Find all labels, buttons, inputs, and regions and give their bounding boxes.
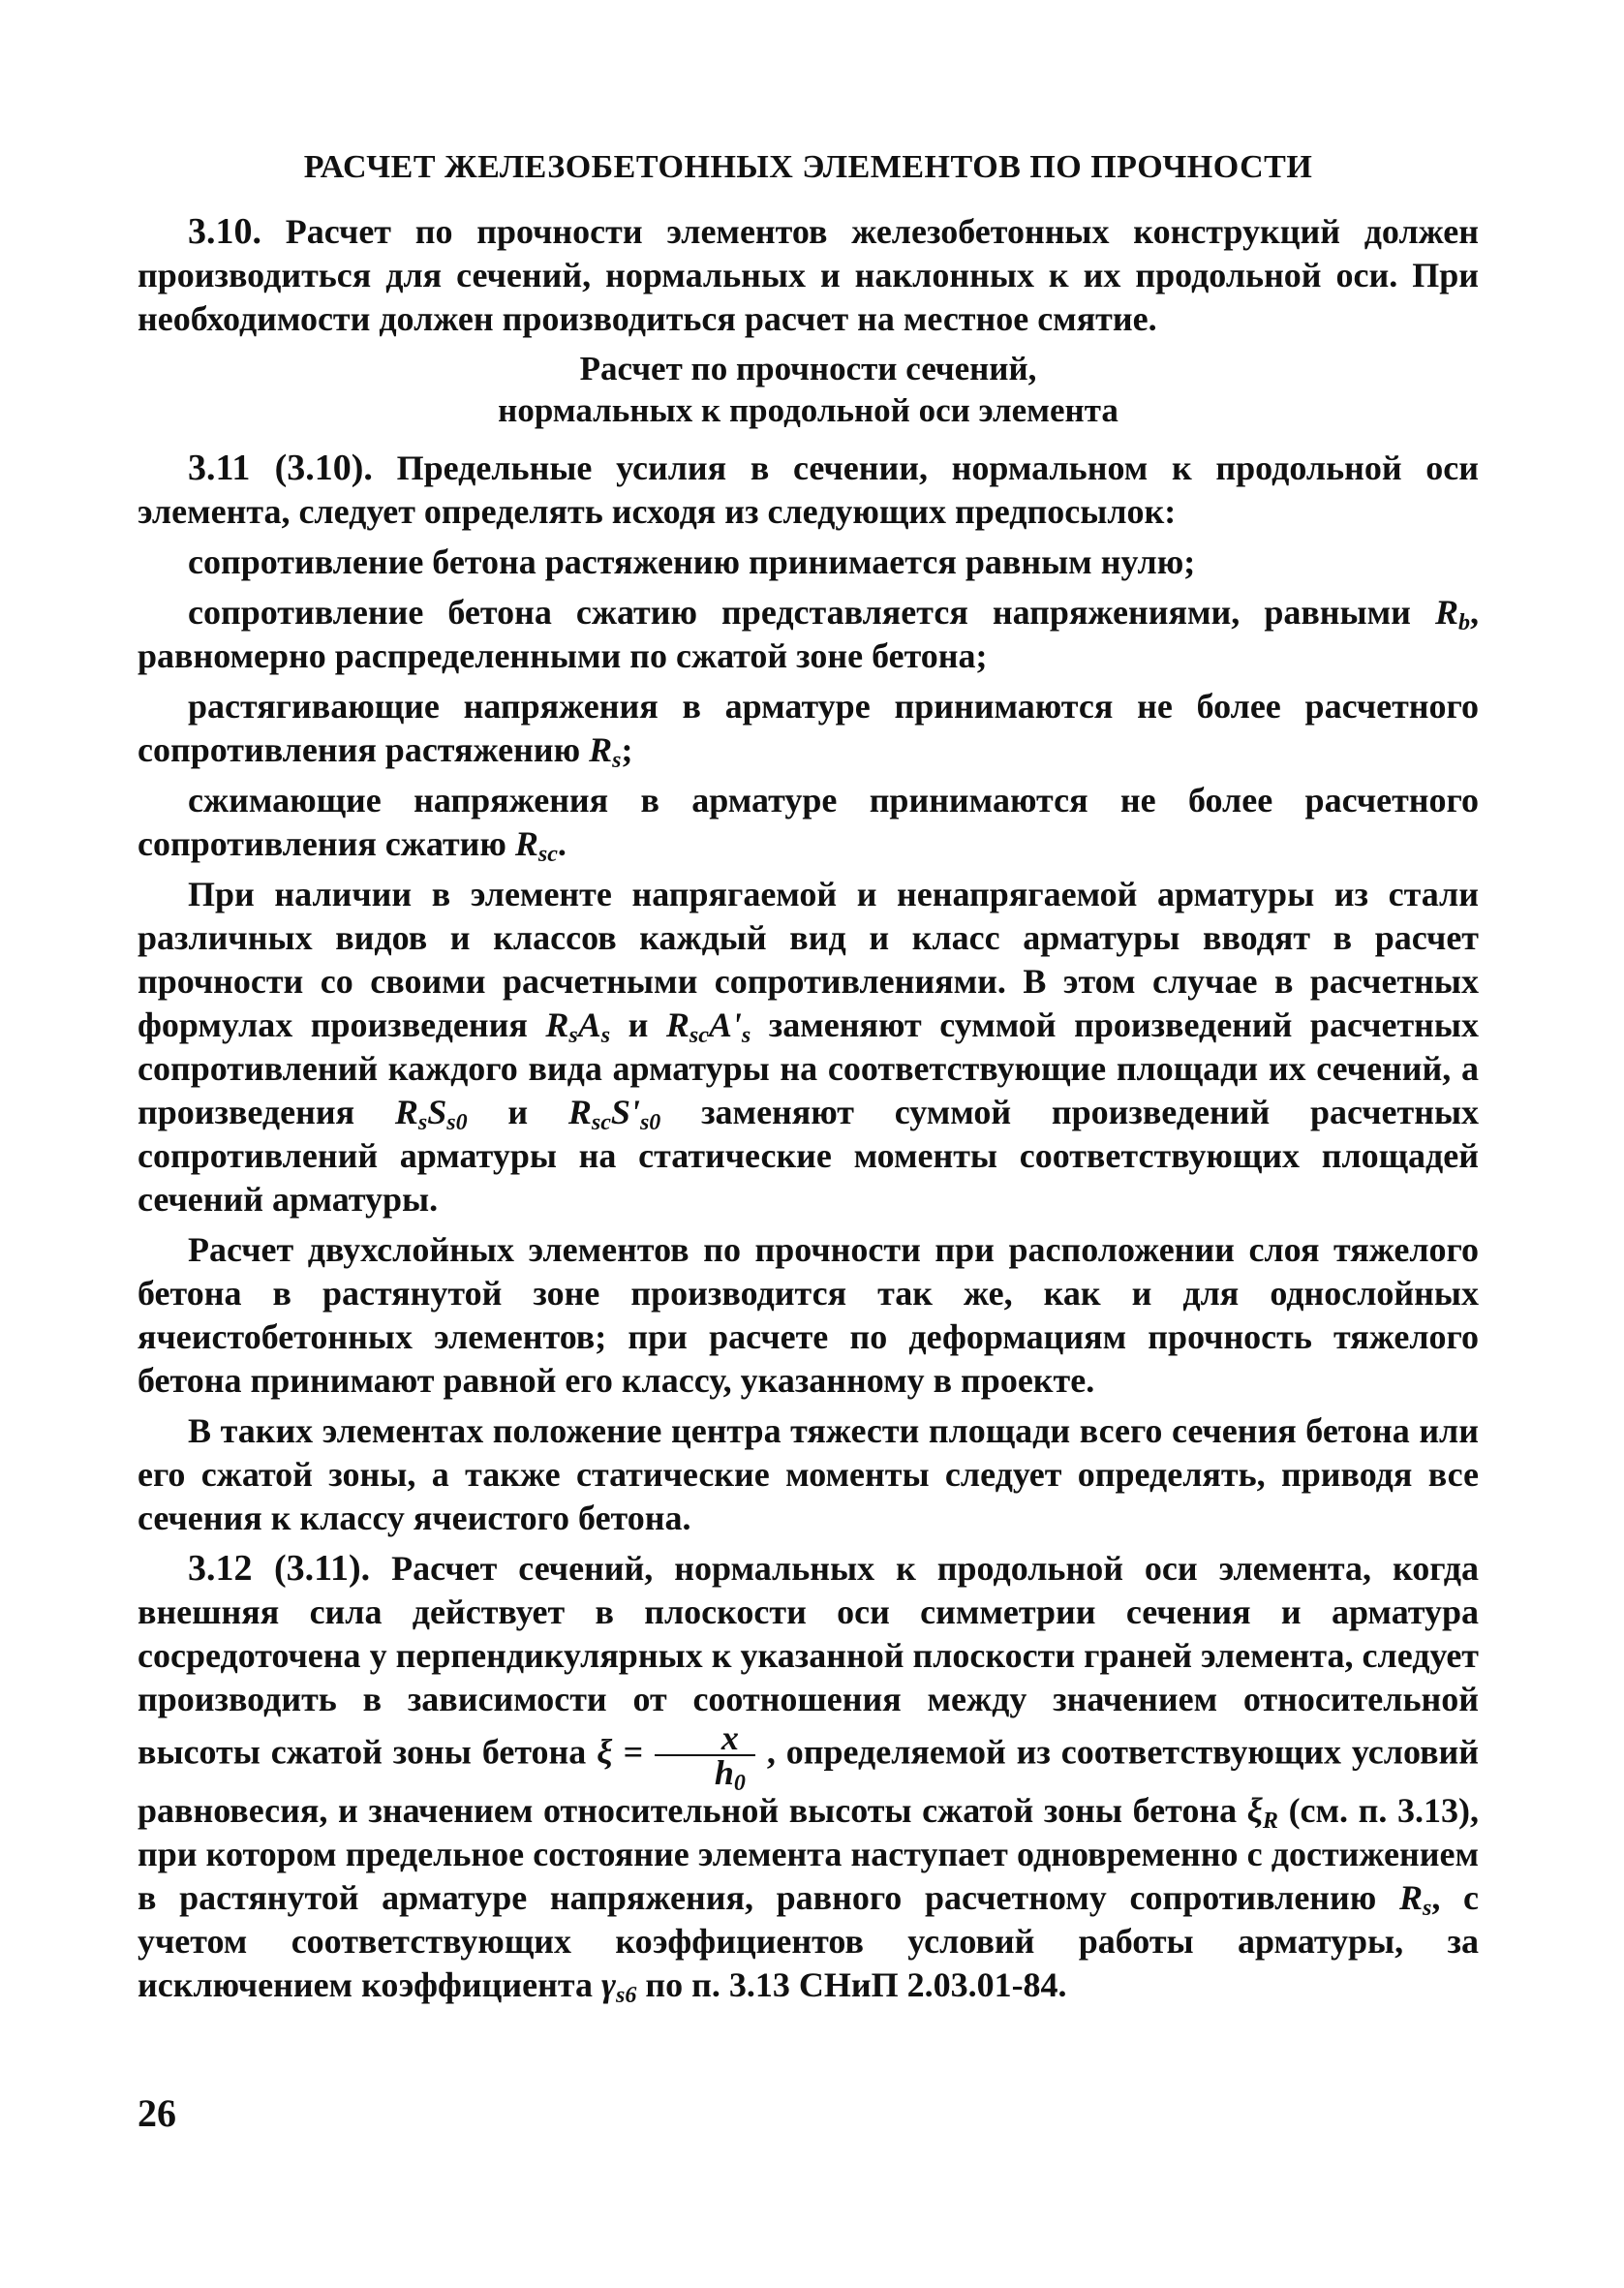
formula-rsc-as: $R_{sc}A'_s$ (665, 1005, 751, 1048)
paragraph-3-10 (138, 210, 1479, 341)
list-item-1: сопротивление бетона растяжению принимается равным нулю; (188, 542, 1196, 581)
formula-rs: $R_s$ (589, 730, 622, 773)
page-title: РАСЧЕТ ЖЕЛЕЗОБЕТОННЫХ ЭЛЕМЕНТОВ ПО ПРОЧНОСТИ (303, 149, 1313, 185)
paragraph-centroid: В таких элементах положение центра тяжести площади всего сечения бетона или его сжатой зоны, а также статические моменты следует определять, приводя все сечения к классу ячеистого бетона. (138, 1411, 1479, 1537)
list-item-4: сжимающие напряжения в арматуре принимаются не более расчетного сопротивления сжатию $R_{sc}$. (138, 781, 1479, 867)
formula-rsc-ss0: $R_{sc}S'_{s0}$ (567, 1093, 661, 1135)
document-page (138, 145, 1479, 2014)
paragraph-mixed-reinforcement: При наличии в элементе напрягаемой и ненапрягаемой арматуры из стали различных видов и классов каждый вид и класс арматуры вводят в расчет прочности со своими расчетными сопротивлениями. В этом случае в расчетных формулах произведения $R_sA_s$ и $R_{sc}A'_s$ заменяют суммой произведений расчетных сопротивлений каждого вида арматуры на соответствующие площади их сечений, а произведения $R_sS_{s0}$ и $R_{sc}S'_{s0}$ заменяют суммой произведений расчетных сопротивлений арматуры на статические моменты соответствующих площадей сечений арматуры. (138, 875, 1480, 1219)
list-item-2: сопротивление бетона сжатию представляется напряжениями, равными $R_b$, равномерно распределенными по сжатой зоне бетона; (138, 593, 1479, 675)
list-item-3: растягивающие напряжения в арматуре принимаются не более расчетного сопротивления растяжению $R_s$; (138, 687, 1479, 773)
paragraph-two-layer: Расчет двухслойных элементов по прочности при расположении слоя тяжелого бетона в растянутой зоне производится так же, как и для однослойных ячеистобетонных элементов; при расчете по деформациям прочность тяжелого бетона принимают равной его классу, указанному в проекте. (138, 1230, 1479, 1400)
formula-rs-2: $R_s$ (1399, 1878, 1432, 1921)
formula-rs-as: $R_sA_s$ (545, 1005, 611, 1048)
formula-gamma-s6: $\gamma_{s6}$ (601, 1965, 637, 2008)
formula-xi: ξ = (597, 1732, 643, 1772)
paragraph-3-11 (138, 447, 1479, 534)
formula-rb: $R_b$ (1434, 593, 1470, 635)
subheading-line-1: Расчет по прочности сечений, (579, 350, 1037, 387)
clause-number: 3.12 (3.11). (188, 1548, 371, 1589)
fraction-x-over-h0: $\frac{x}{h_0}$ (655, 1721, 755, 1789)
paragraph-text: Предельные усилия в сечении, нормальном к продольной оси элемента, следует определять исходя из следующих предпосылок: (138, 448, 1480, 531)
formula-rsc: $R_{sc}$ (514, 824, 558, 867)
page-number: 26 (138, 2091, 176, 2135)
paragraph-3-12: 3.12 (3.11). Расчет сечений, нормальных к продольной оси элемента, когда внешняя сила действует в плоскости оси симметрии сечения и арматура сосредоточена у перпендикулярных к указанной плоскости граней элемента, следует производить в зависимости от соотношения между значением относительной высоты сжатой зоны бетона ξ = $\frac{x}{h_0}$ , определяемой из соответствующих условий равновесия, и значением относительной высоты сжатой зоны бетона $\xi_R$ (см. п. 3.13), при котором предельное состояние элемента наступает одновременно с достижением в растянутой арматуре напряжения, равного расчетному сопротивлению $R_s$, с учетом соответствующих коэффициентов условий работы арматуры, за исключением коэффициента $\gamma_{s6}$ по п. 3.13 СНиП 2.03.01-84. (138, 1548, 1480, 2008)
formula-rs-ss0: $R_sS_{s0}$ (394, 1093, 468, 1135)
subheading-line-2: нормальных к продольной оси элемента (498, 391, 1118, 429)
section-subheading (138, 348, 1479, 431)
paragraph-text: Расчет по прочности элементов железобетонных конструкций должен производиться для сечений, нормальных и наклонных к их продольной оси. При необходимости должен производиться расчет на местное смятие. (138, 212, 1479, 338)
clause-number: 3.11 (3.10). (188, 448, 373, 488)
formula-xir: $\xi_R$ (1246, 1791, 1278, 1834)
clause-number: 3.10. (188, 211, 261, 252)
